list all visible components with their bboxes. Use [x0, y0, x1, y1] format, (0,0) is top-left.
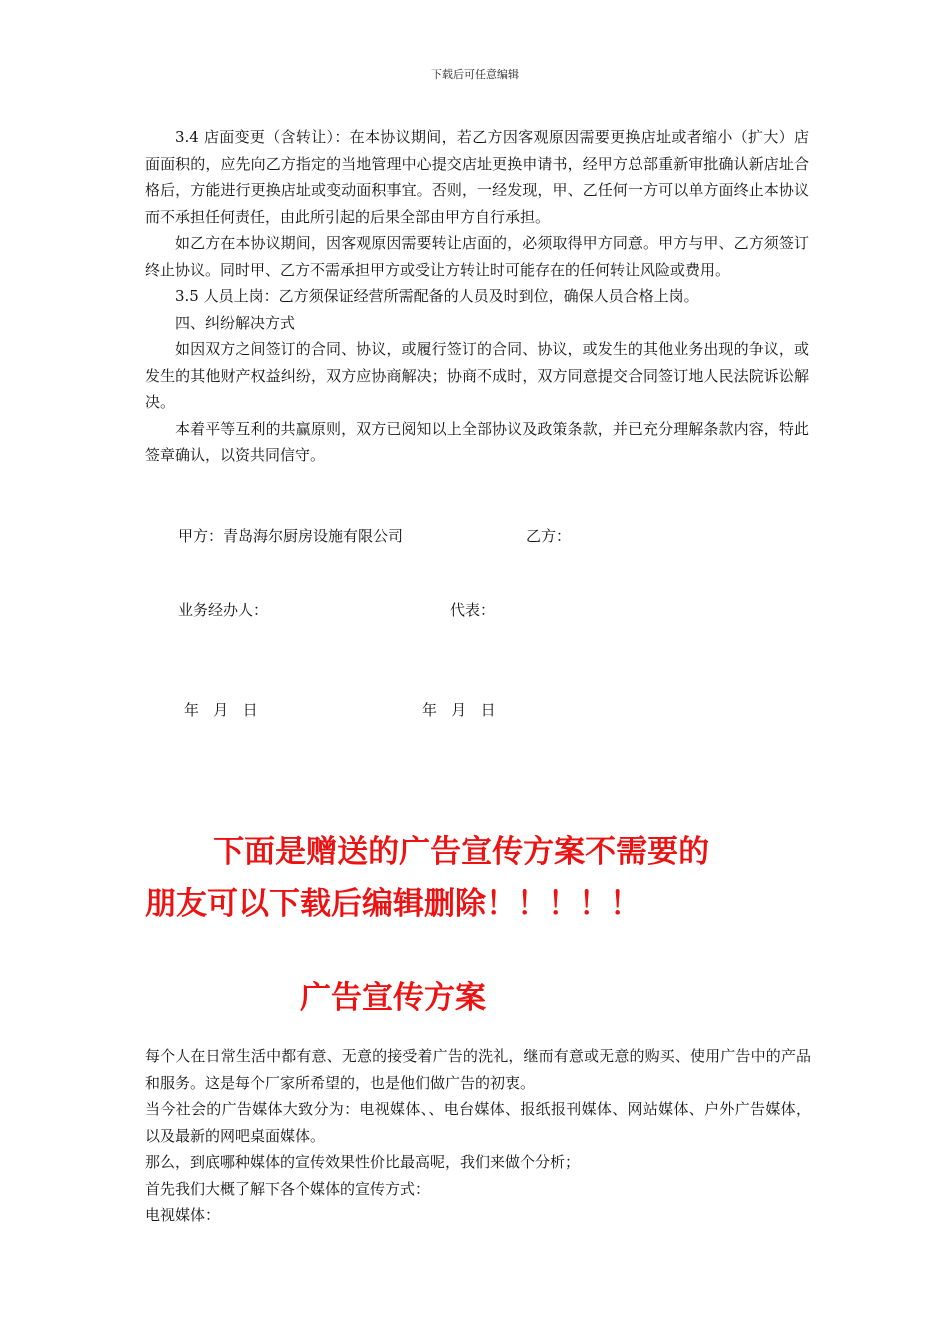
ad-paragraph: 当今社会的广告媒体大致分为：电视媒体、、电台媒体、报纸报刊媒体、网站媒体、户外广告媒体，以及最新的网吧桌面媒体。 [145, 1100, 811, 1145]
representative-label: 代表： [450, 601, 496, 619]
contract-paragraph: 如乙方在本协议期间，因客观原因需要转让店面的，必须取得甲方同意。甲方与甲、乙方须签订终止协议。同时甲、乙方不需承担甲方或受让方转让时可能存在的任何转让风险或费用。 [145, 234, 809, 279]
party-a-label: 甲方：青岛海尔厨房设施有限公司 [178, 527, 404, 545]
promo-banner [145, 826, 817, 930]
section-heading: 四、纠纷解决方式 [175, 313, 296, 332]
party-b-label: 乙方： [526, 527, 572, 545]
contract-paragraph: 本着平等互利的共赢原则，双方已阅知以上全部协议及政策条款，并已充分理解条款内容，特此签章确认，以资共同信守。 [145, 419, 809, 464]
date-b-label: 年 月 日 [422, 701, 496, 719]
promo-banner-line: 朋友可以下载后编辑删除！！！！！ [145, 886, 641, 922]
header-note: 下载后可任意编辑 [431, 68, 519, 81]
ad-paragraph: 电视媒体： [145, 1206, 221, 1224]
contract-paragraph: 3.5 人员上岗：乙方须保证经营所需配备的人员及时到位，确保人员合格上岗。 [175, 287, 699, 305]
contract-paragraph: 3.4 店面变更（含转让）：在本协议期间，若乙方因客观原因需要更换店址或者缩小（扩大）店面面积的，应先向乙方指定的当地管理中心提交店址更换申请书，经甲方总部重新审批确认新店址合格后，方能进行更换店址或变动面积事宜。否则，一经发现，甲、乙任何一方可以单方面终止本协议而不承担任何责任，由此所引起的后果全部由甲方自行承担。 [145, 128, 809, 226]
date-a-label: 年 月 日 [184, 701, 258, 719]
promo-banner-line: 下面是赠送的广告宣传方案不需要的 [213, 834, 710, 870]
ad-paragraph: 首先我们大概了解下各个媒体的宣传方式： [145, 1179, 431, 1198]
contract-paragraph: 如因双方之间签订的合同、协议，或履行签订的合同、协议，或发生的其他业务出现的争议，或发生的其他财产权益纠纷，双方应协商解决；协商不成时，双方同意提交合同签订地人民法院诉讼解决。 [145, 340, 809, 411]
ad-paragraph: 每个人在日常生活中都有意、无意的接受着广告的洗礼，继而有意或无意的购买、使用广告中的产品和服务。这是每个厂家所希望的，也是他们做广告的初衷。 [145, 1047, 811, 1092]
ad-paragraph: 那么，到底哪种媒体的宣传效果性价比最高呢，我们来做个分析； [145, 1153, 581, 1171]
ad-title: 广告宣传方案 [300, 980, 486, 1016]
ad-body [145, 1043, 811, 1229]
contract-body [145, 124, 809, 469]
agent-label: 业务经办人： [178, 601, 269, 619]
